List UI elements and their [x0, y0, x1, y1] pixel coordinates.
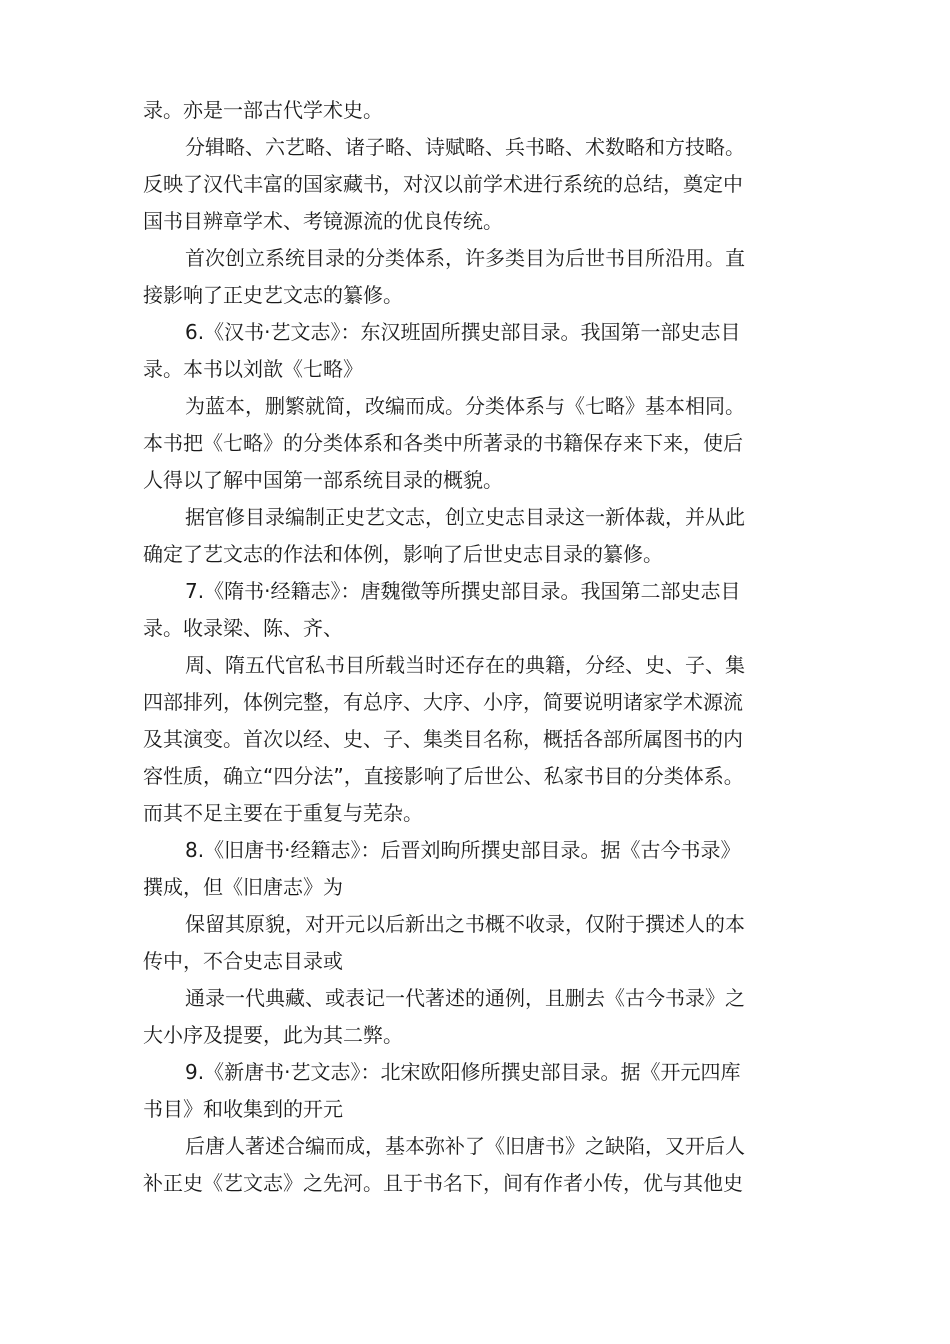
text-line: 补正史《艺文志》之先河。且于书名下，间有作者小传，优与其他史	[143, 1171, 743, 1195]
body-text	[143, 92, 813, 1202]
text-line: 四部排列，体例完整，有总序、大序、小序，简要说明诸家学术源流	[143, 690, 743, 714]
text-line: 本书把《七略》的分类体系和各类中所著录的书籍保存来下来，使后	[143, 431, 743, 455]
text-line: 7.《隋书·经籍志》：唐魏徵等所撰史部目录。我国第二部史志目	[185, 579, 741, 603]
text-line: 为蓝本，删繁就简，改编而成。分类体系与《七略》基本相同。	[185, 394, 745, 418]
text-line: 录。收录梁、陈、齐、	[143, 616, 343, 640]
text-line: 分辑略、六艺略、诸子略、诗赋略、兵书略、术数略和方技略。	[185, 135, 745, 159]
text-line: 传中，不合史志目录或	[143, 949, 343, 973]
text-line: 录。本书以刘歆《七略》	[143, 357, 363, 381]
text-line: 书目》和收集到的开元	[143, 1097, 343, 1121]
text-line: 后唐人著述合编而成，基本弥补了《旧唐书》之缺陷，又开后人	[185, 1134, 745, 1158]
text-line: 人得以了解中国第一部系统目录的概貌。	[143, 468, 503, 492]
text-line: 首次创立系统目录的分类体系，许多类目为后世书目所沿用。直	[185, 246, 745, 270]
text-line: 录。亦是一部古代学术史。	[143, 98, 383, 122]
text-line: 9.《新唐书·艺文志》：北宋欧阳修所撰史部目录。据《开元四库	[185, 1060, 741, 1084]
text-line: 及其演变。首次以经、史、子、集类目名称，概括各部所属图书的内	[143, 727, 743, 751]
text-line: 6.《汉书·艺文志》：东汉班固所撰史部目录。我国第一部史志目	[185, 320, 741, 344]
text-line: 反映了汉代丰富的国家藏书，对汉以前学术进行系统的总结，奠定中	[143, 172, 743, 196]
text-line: 而其不足主要在于重复与芜杂。	[143, 801, 423, 825]
text-line: 国书目辨章学术、考镜源流的优良传统。	[143, 209, 503, 233]
text-line: 容性质，确立“四分法”，直接影响了后世公、私家书目的分类体系。	[143, 764, 744, 788]
text-line: 据官修目录编制正史艺文志，创立史志目录这一新体裁，并从此	[185, 505, 745, 529]
text-line: 通录一代典藏、或表记一代著述的通例，且删去《古今书录》之	[185, 986, 745, 1010]
text-line: 周、隋五代官私书目所载当时还存在的典籍，分经、史、子、集	[185, 653, 745, 677]
text-line: 接影响了正史艺文志的纂修。	[143, 283, 403, 307]
text-line: 保留其原貌，对开元以后新出之书概不收录，仅附于撰述人的本	[185, 912, 745, 936]
text-line: 8.《旧唐书·经籍志》：后晋刘昫所撰史部目录。据《古今书录》	[185, 838, 741, 862]
text-line: 撰成，但《旧唐志》为	[143, 875, 343, 899]
text-line: 确定了艺文志的作法和体例，影响了后世史志目录的纂修。	[143, 542, 663, 566]
text-line: 大小序及提要，此为其二弊。	[143, 1023, 403, 1047]
